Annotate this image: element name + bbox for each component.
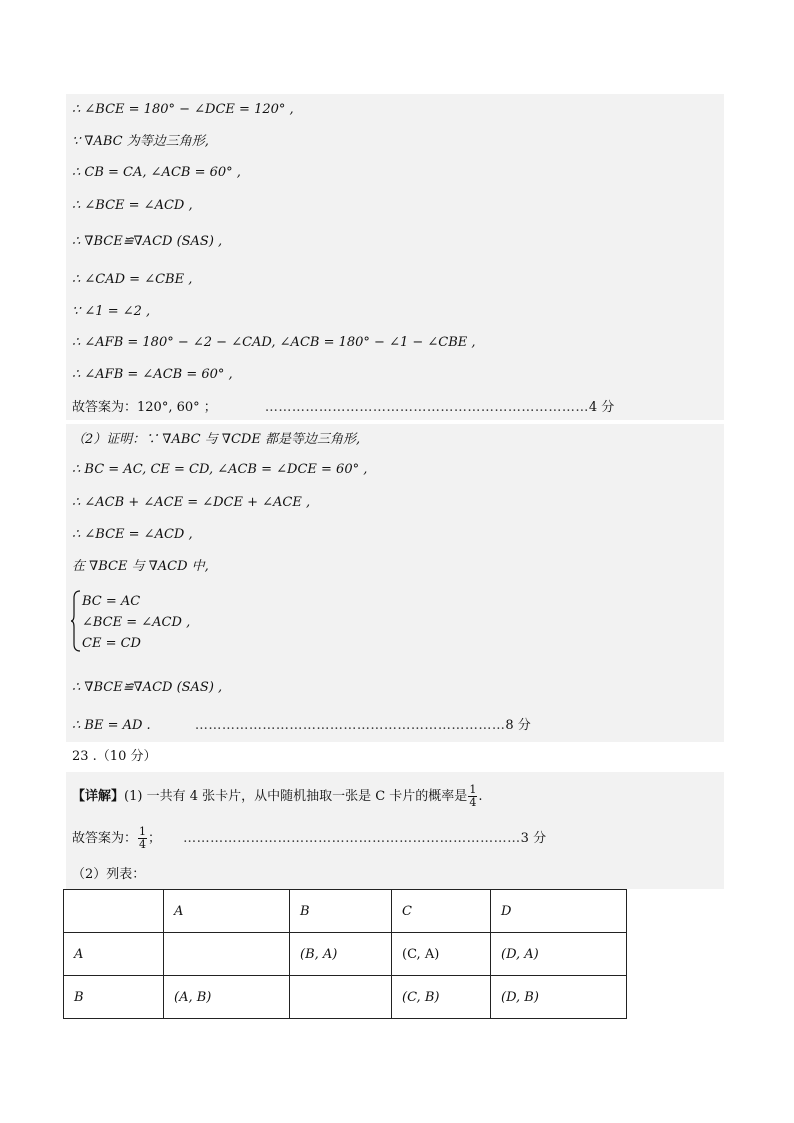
score-dots: ………………………………………………………………… — [183, 831, 521, 846]
table-cell: B — [64, 976, 164, 1019]
proof-line: ∴ ∇BCE≌∇ACD (SAS) , — [72, 680, 223, 695]
score-label: 8 分 — [505, 718, 531, 733]
detail-text: (1) 一共有 4 张卡片，从中随机抽取一张是 C 卡片的概率是 — [124, 789, 468, 804]
table-cell: A — [64, 933, 164, 976]
table-cell — [164, 933, 290, 976]
answer-line-1 — [72, 399, 614, 417]
final-line — [72, 717, 531, 735]
answer-text: 故答案为： — [72, 831, 138, 846]
proof-line: 在 ∇BCE 与 ∇ACD 中, — [72, 559, 209, 574]
solution-line: ∴ ∠CAD = ∠CBE , — [72, 272, 193, 287]
detail-tag: 【详解】 — [72, 789, 125, 804]
table-cell: (C, B) — [392, 976, 491, 1019]
solution-line: ∴ CB = CA, ∠ACB = 60° , — [72, 165, 241, 180]
answer-text: 故答案为：120°, 60° ； — [72, 400, 217, 415]
fraction: $\frac{1}{4}$ — [139, 825, 147, 851]
final-text: ∴ BE = AD . — [72, 718, 151, 733]
table-cell: (C, A) — [392, 933, 491, 976]
detail-end: . — [478, 789, 483, 804]
solution-line: ∵ ∇ABC 为等边三角形, — [72, 134, 209, 149]
table-row — [64, 976, 627, 1019]
score-label: 4 分 — [588, 400, 615, 415]
table-cell: (D, A) — [491, 933, 627, 976]
system-line: BC = AC — [82, 594, 141, 609]
answer-end: ； — [148, 831, 162, 846]
table-header-row — [64, 890, 627, 933]
answer-line-2 — [72, 826, 546, 851]
proof-line: （2）证明：∵ ∇ABC 与 ∇CDE 都是等边三角形, — [72, 432, 361, 447]
solution-line: ∴ ∠AFB = ∠ACB = 60° , — [72, 367, 233, 382]
table-cell — [290, 976, 392, 1019]
list-label: （2）列表： — [72, 867, 146, 882]
outcome-table — [63, 889, 627, 1019]
table-cell — [64, 890, 164, 933]
solution-line: ∵ ∠1 = ∠2 , — [72, 304, 151, 319]
proof-line: ∴ ∠ACB + ∠ACE = ∠DCE + ∠ACE , — [72, 495, 311, 510]
proof-line: ∴ BC = AC, CE = CD, ∠ACB = ∠DCE = 60° , — [72, 462, 368, 477]
score-dots: ……………………………………………………………… — [264, 400, 589, 415]
fraction: $\frac{1}{4}$ — [469, 783, 477, 809]
proof-line: ∴ ∠BCE = ∠ACD , — [72, 527, 193, 542]
brace-symbol — [70, 590, 82, 652]
table-cell: A — [164, 890, 290, 933]
table-cell: D — [491, 890, 627, 933]
table-cell: (A, B) — [164, 976, 290, 1019]
score-label: 3 分 — [520, 831, 547, 846]
solution-line: ∴ ∇BCE≌∇ACD (SAS) , — [72, 234, 223, 249]
solution-line: ∴ ∠BCE = ∠ACD , — [72, 198, 193, 213]
table-cell: (D, B) — [491, 976, 627, 1019]
system-line: CE = CD — [82, 636, 141, 651]
score-dots: …………………………………………………………… — [194, 718, 506, 733]
table-row — [64, 933, 627, 976]
table-cell: C — [392, 890, 491, 933]
solution-line: ∴ ∠AFB = 180° − ∠2 − ∠CAD, ∠ACB = 180° − ∠1 − ∠CBE , — [72, 335, 476, 350]
detail-line — [72, 784, 482, 809]
table-cell: (B, A) — [290, 933, 392, 976]
question-header: 23 .（10 分） — [72, 749, 157, 764]
solution-line: ∴ ∠BCE = 180° − ∠DCE = 120° , — [72, 102, 294, 117]
system-line: ∠BCE = ∠ACD , — [82, 615, 191, 630]
table-cell: B — [290, 890, 392, 933]
